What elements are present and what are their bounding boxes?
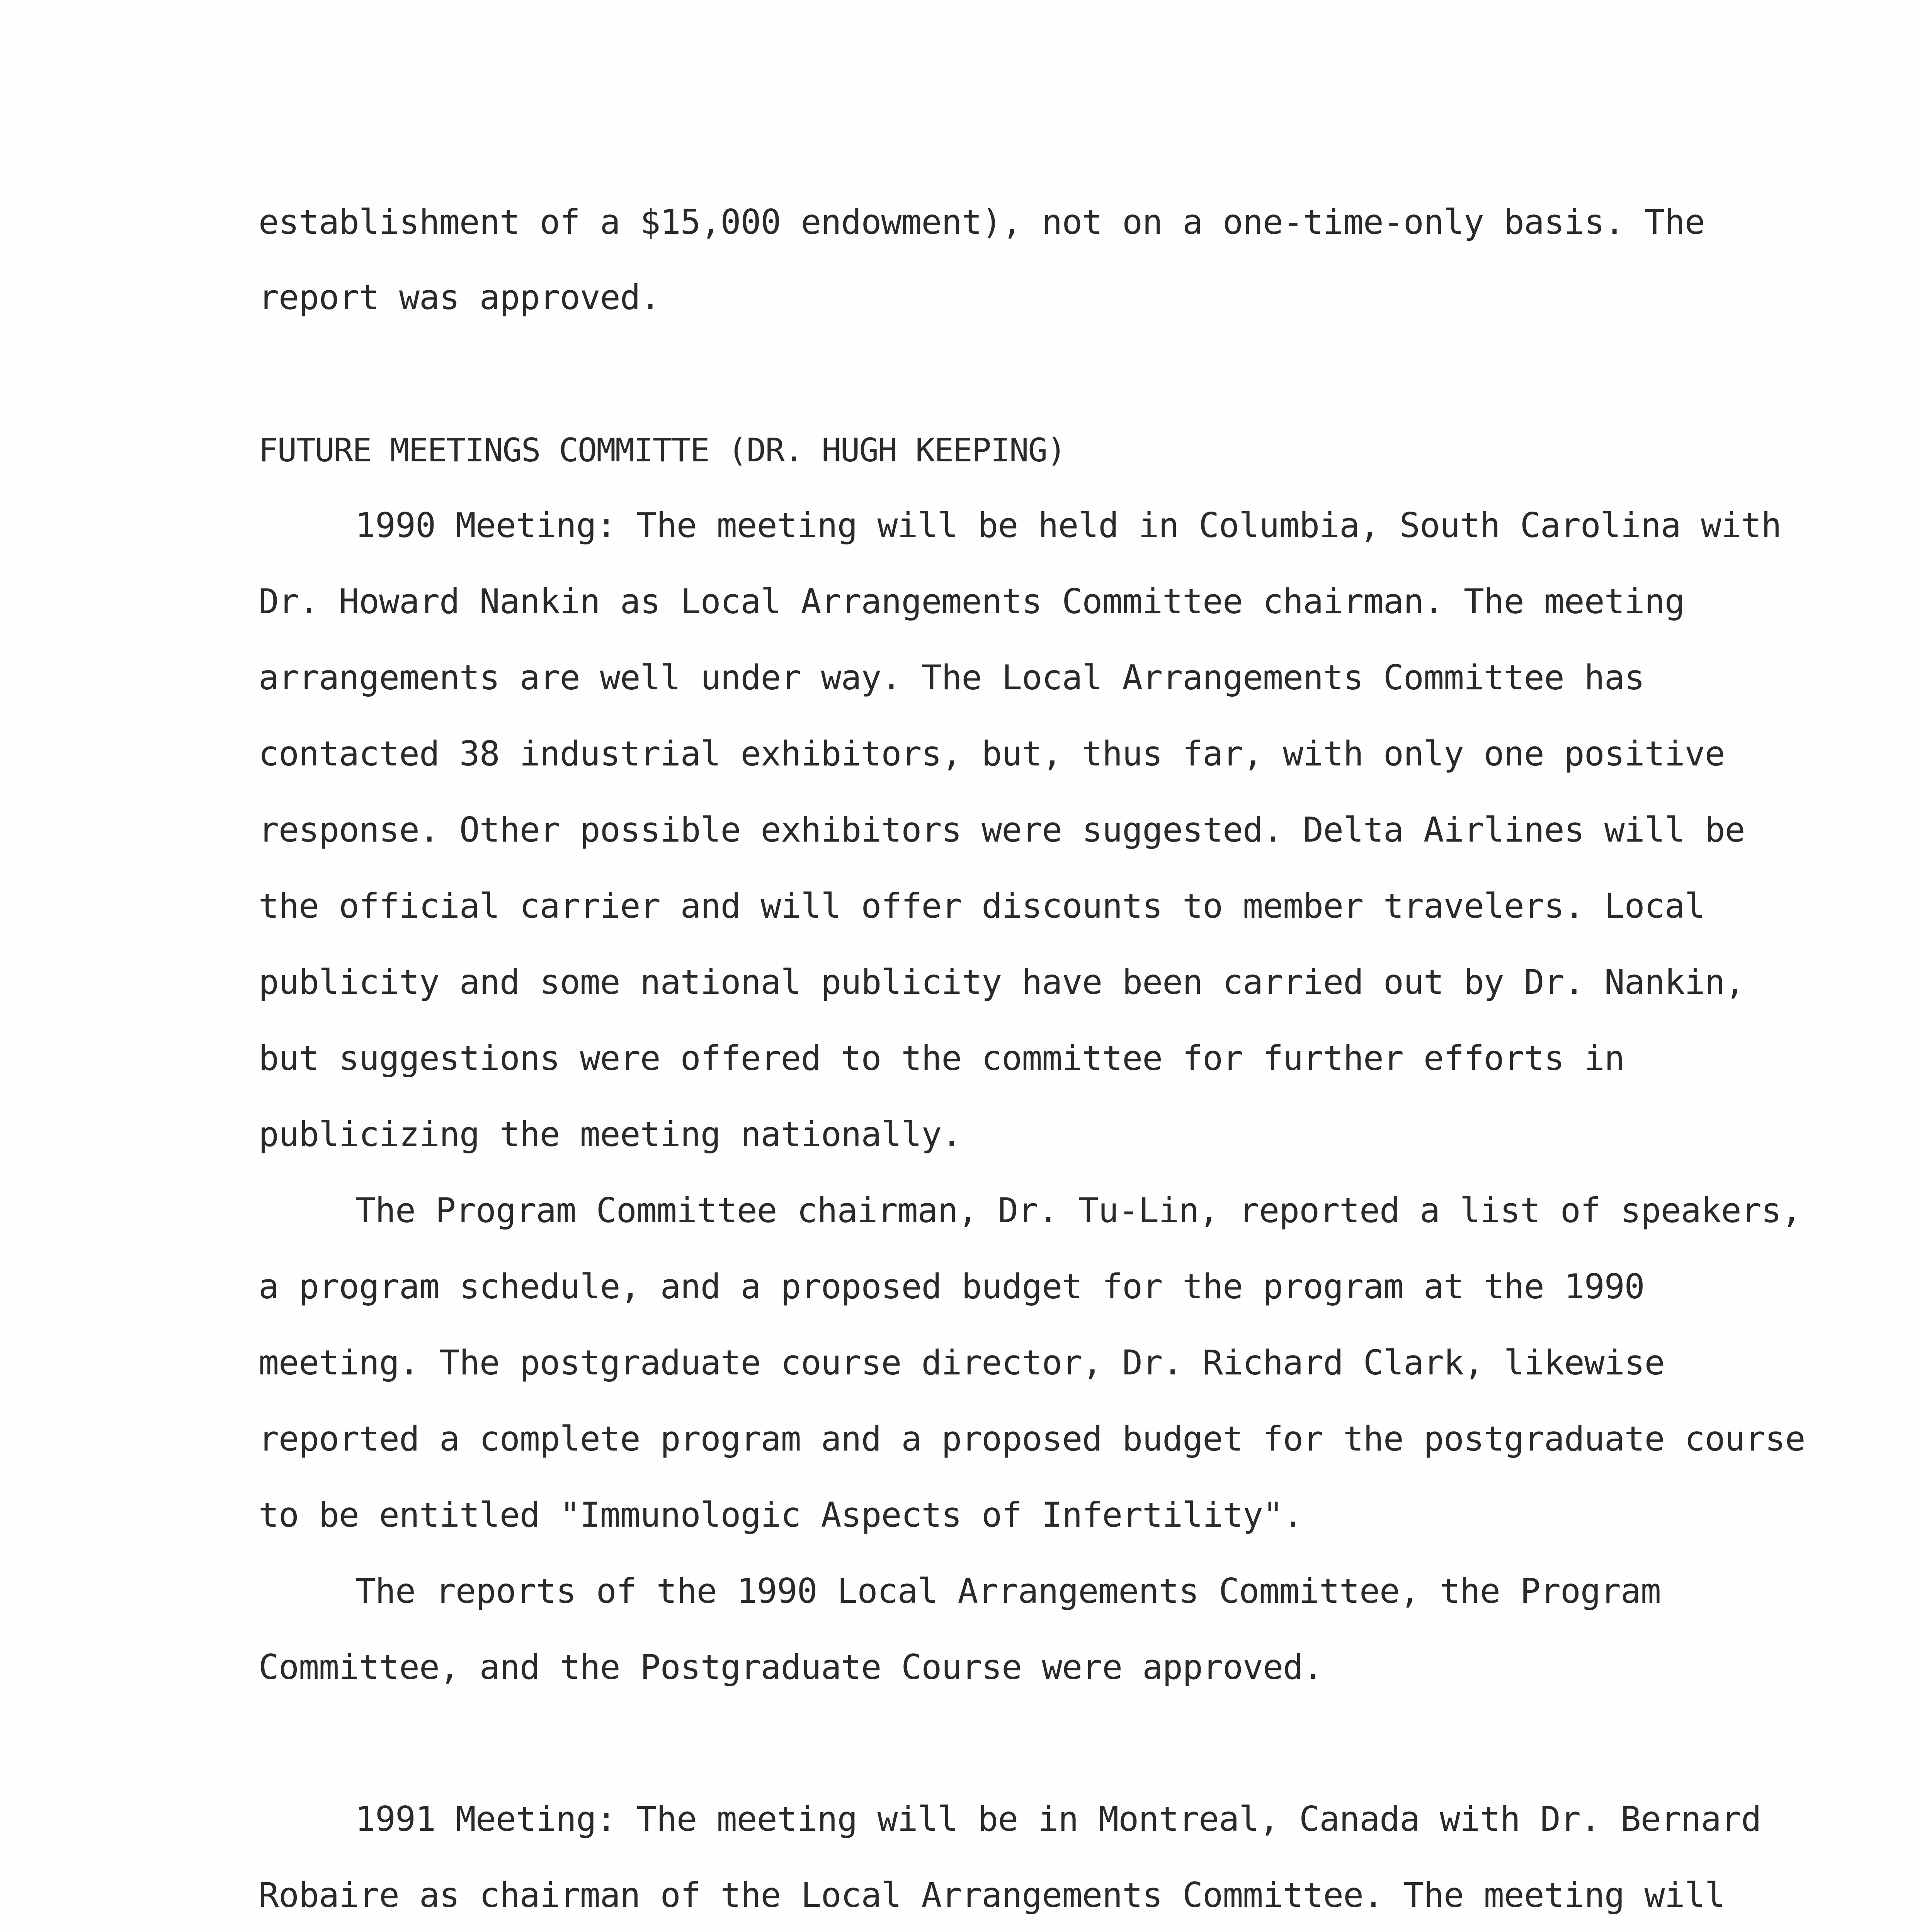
text-line: report was approved.: [259, 277, 660, 317]
section-heading: FUTURE MEETINGS COMMITTE (DR. HUGH KEEPING): [259, 431, 1066, 469]
text-line: contacted 38 industrial exhibitors, but, thus far, with only one positive: [259, 734, 1725, 774]
text-line: Dr. Howard Nankin as Local Arrangements Committee chairman. The meeting: [259, 582, 1685, 621]
text-line: publicity and some national publicity have been carried out by Dr. Nankin,: [259, 962, 1745, 1002]
text-line: meeting. The postgraduate course director, Dr. Richard Clark, likewise: [259, 1343, 1665, 1383]
text-line: The reports of the 1990 Local Arrangements Committee, the Program: [355, 1571, 1661, 1611]
text-line: 1991 Meeting: The meeting will be in Montreal, Canada with Dr. Bernard: [355, 1799, 1761, 1839]
text-line: Committee, and the Postgraduate Course were approved.: [259, 1647, 1323, 1687]
text-line: arrangements are well under way. The Local Arrangements Committee has: [259, 658, 1645, 697]
text-line: but suggestions were offered to the committee for further efforts in: [259, 1038, 1624, 1078]
text-line: Robaire as chairman of the Local Arrangements Committee. The meeting will: [259, 1875, 1725, 1915]
text-line: response. Other possible exhibitors were suggested. Delta Airlines will be: [259, 810, 1745, 850]
text-line: a program schedule, and a proposed budget for the program at the 1990: [259, 1267, 1645, 1306]
text-line: the official carrier and will offer discounts to member travelers. Local: [259, 886, 1705, 926]
text-line: to be entitled "Immunologic Aspects of Infertility".: [259, 1495, 1303, 1535]
text-line: publicizing the meeting nationally.: [259, 1114, 962, 1154]
text-line: establishment of a $15,000 endowment), not on a one-time-only basis. The: [259, 202, 1705, 242]
text-line: The Program Committee chairman, Dr. Tu-Lin, reported a list of speakers,: [355, 1190, 1801, 1230]
text-line: reported a complete program and a proposed budget for the postgraduate course: [259, 1419, 1805, 1459]
text-line: 1990 Meeting: The meeting will be held in Columbia, South Carolina with: [355, 505, 1781, 545]
